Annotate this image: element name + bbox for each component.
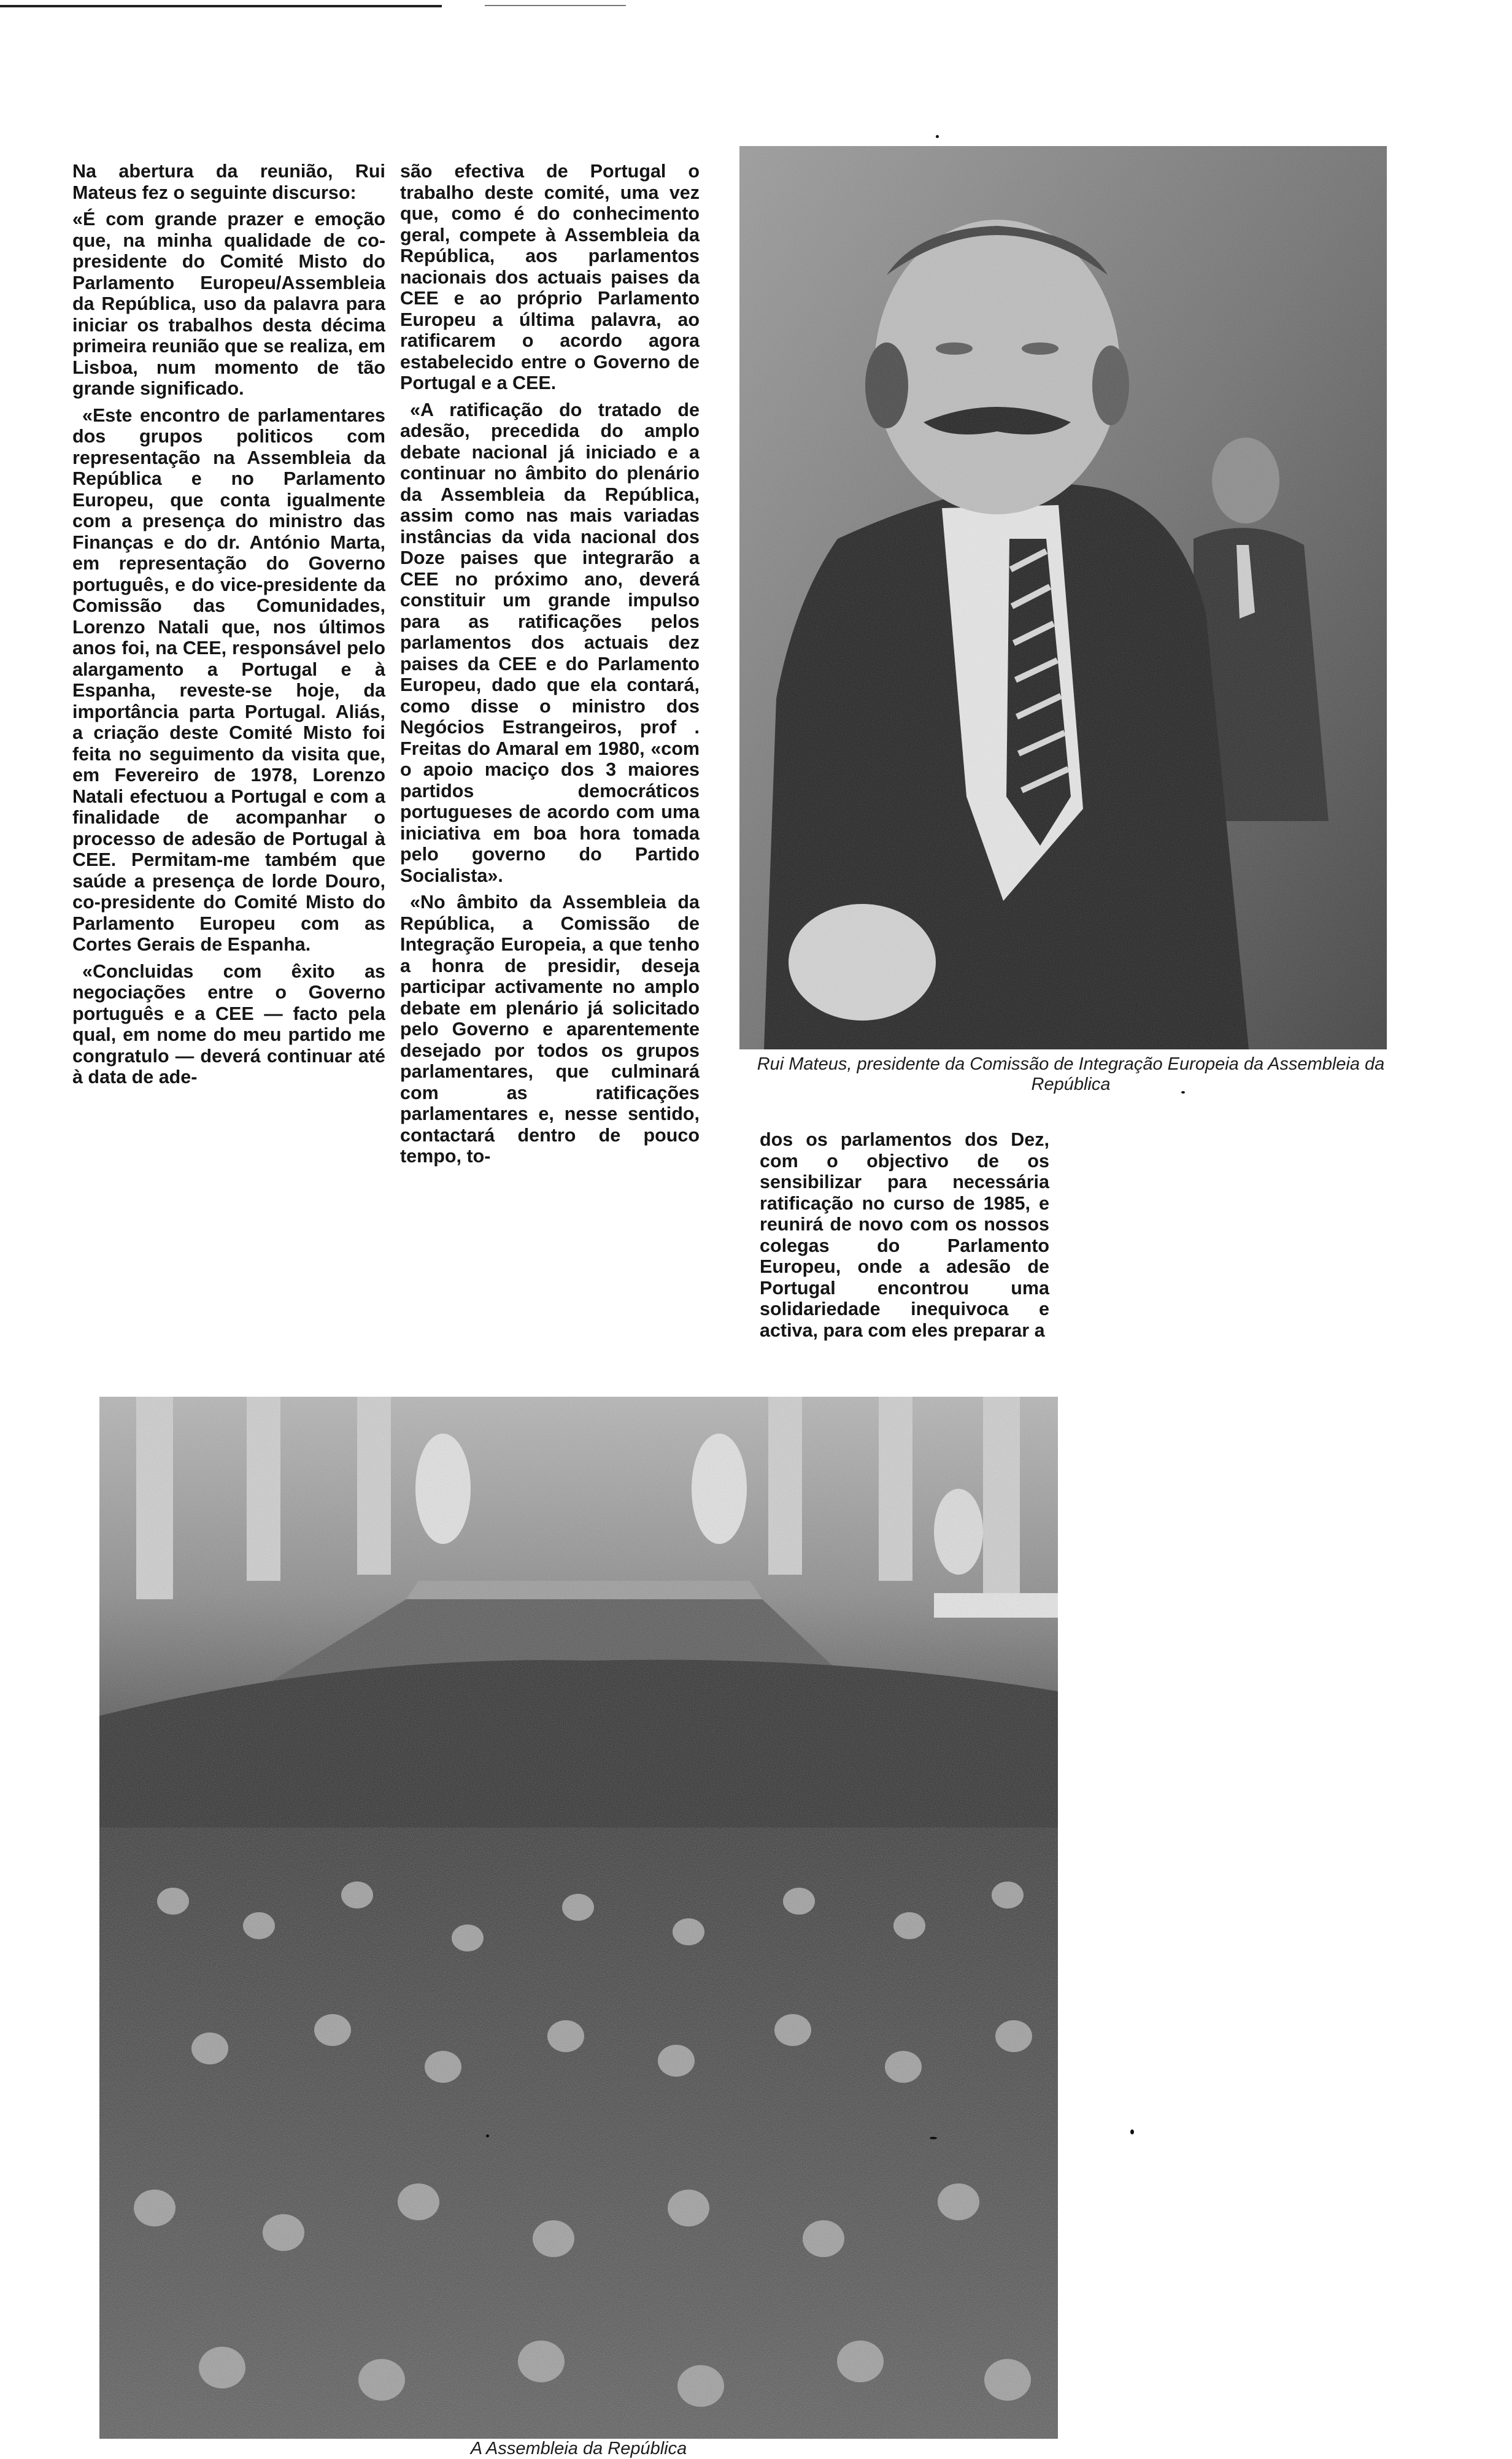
assembly-photo: [99, 1397, 1058, 1828]
paragraph: «No âmbito da Assembleia da República, a Comissão de Integração Europeia, a que tenho a honra de presidir, deseja participar activamente no amplo debate em plenário já solicitado pelo Governo e aparentemente desejado por todos os grupos parlamentares, que culminará com as ratificações parlamentares e, nesse sentido, contactará dentro de pouco tempo, to-: [400, 892, 700, 1167]
assembly-crowd-image: [99, 1828, 1058, 2439]
top-rule-right: [485, 5, 626, 6]
paragraph: dos os parlamentos dos Dez, com o objectivo de os sensibilizar para necessária ratificação no curso de 1985, e reunirá de novo com os nossos colegas do Parlamento Europeu, onde a adesão de Portugal encontrou uma solidariedade inequivoca e activa, para com eles preparar a: [760, 1129, 1049, 1341]
scan-mark: [486, 2134, 489, 2137]
paragraph: «A ratificação do tratado de adesão, precedida do amplo debate nacional já iniciado e a continuar no âmbito do plenário da Assembleia da República, assim como nas mais variadas instâncias da vida nacional dos Doze paises que integrarão a CEE no próximo ano, deverá constituir um grande impulso para as ratificações pelos parlamentos dos actuais dez paises da CEE e do Parlamento Europeu, dado que ela contará, como disse o ministro dos Negócios Estrangeiros, prof . Freitas do Amaral em 1980, «com o apoio maciço dos 3 maiores partidos democráticos portugueses de acordo com uma iniciativa em boa hora tomada pelo governo do Partido Socialista».: [400, 399, 700, 886]
scan-mark: [936, 135, 939, 138]
portrait-image: [739, 146, 1387, 1049]
top-rule: [0, 5, 442, 7]
scan-mark: [1181, 1091, 1185, 1094]
assembly-caption: A Assembleia da República: [470, 2439, 687, 2458]
paragraph: «Este encontro de parlamentares dos grupos politicos com representação na Assembleia da República e no Parlamento Europeu, que conta igualmente com a presença do ministro das Finanças e do dr. António Marta, em representação do Governo português, e do vice-presidente da Comissão das Comunidades, Lorenzo Natali que, nos últimos anos foi, na CEE, responsável pelo alargamento a Portugal e à Espanha, reveste-se hoje, da importância parta Portugal. Aliás, a criação deste Comité Misto foi feita no seguimento da visita que, em Fevereiro de 1978, Lorenzo Natali efectuou a Portugal e com a finalidade de acompanhar o processo de adesão de Portugal à CEE. Permitam-me também que saúde a presença de lorde Douro, co-presidente do Comité Misto do Parlamento Europeu com as Cortes Gerais de Espanha.: [72, 404, 385, 955]
portrait-photo: [739, 146, 1387, 1049]
paragraph: são efectiva de Portugal o trabalho deste comité, uma vez que, como é do conhecimento geral, compete à Assembleia da República, aos parlamentos nacionais dos actuais paises da CEE e ao próprio Parlamento Europeu a última palavra, ao ratificarem o acordo agora estabelecido entre o Governo de Portugal e a CEE.: [400, 161, 700, 393]
paragraph: Na abertura da reunião, Rui Mateus fez o seguinte discurso:: [72, 161, 385, 203]
text-column-1: [72, 161, 385, 1094]
portrait-caption: Rui Mateus, presidente da Comissão de Integração Europeia da Assembleia da República: [757, 1054, 1385, 1094]
assembly-image: [99, 1397, 1058, 1828]
paragraph: «Concluidas com êxito as negociações entre o Governo português e a CEE — facto pela qual, em nome do meu partido me congratulo — deverá continuar até à data de ade-: [72, 960, 385, 1087]
paragraph: «É com grande prazer e emoção que, na minha qualidade de co-presidente do Comité Misto do Parlamento Europeu/Assembleia da República, uso da palavra para iniciar os trabalhos desta décima primeira reunião que se realiza, em Lisboa, num momento de tão grande significado.: [72, 209, 385, 399]
text-column-3: [760, 1129, 1049, 1346]
assembly-photo-lower: [99, 1828, 1058, 2439]
scan-mark: [1130, 2129, 1134, 2134]
scan-mark: [930, 2137, 937, 2139]
text-column-2: [400, 161, 700, 1173]
